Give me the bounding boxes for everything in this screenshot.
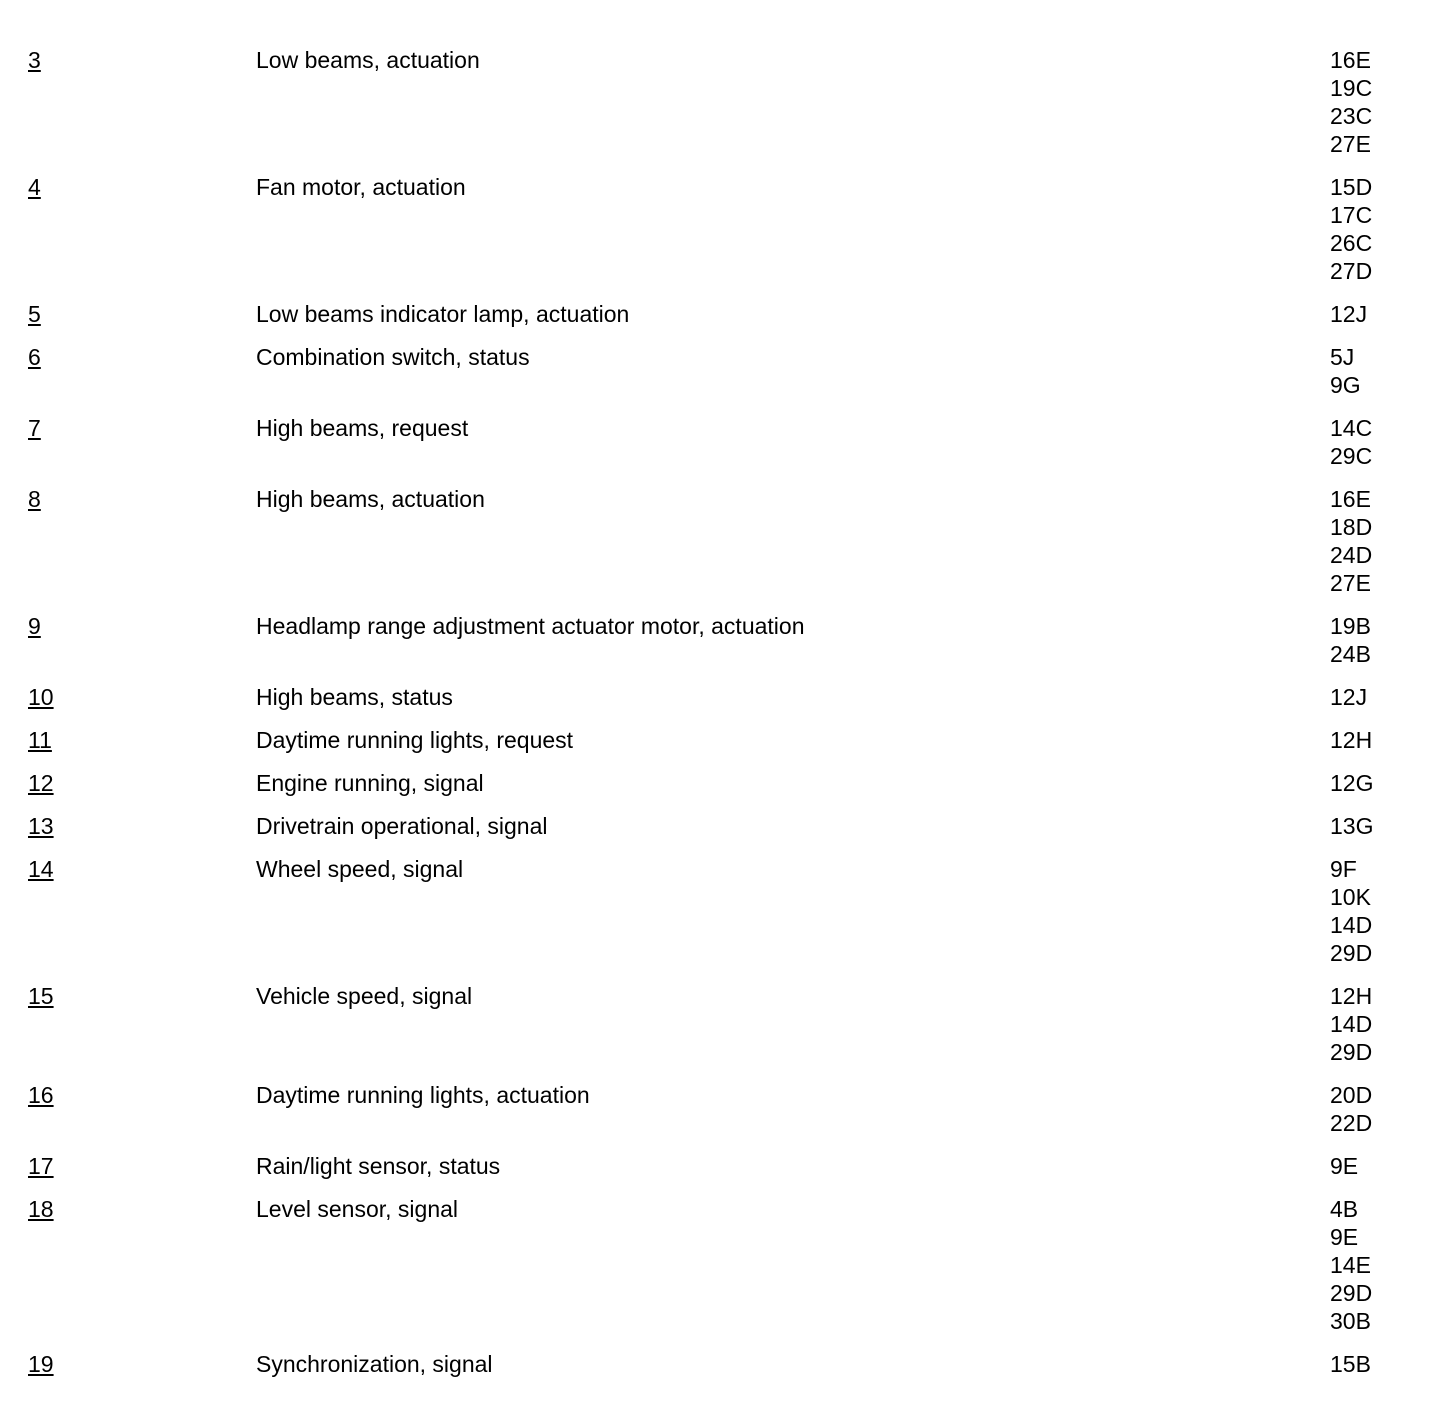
legend-description: Low beams indicator lamp, actuation xyxy=(256,301,630,327)
legend-number-link[interactable]: 5 xyxy=(28,301,41,327)
grid-reference: 29D xyxy=(1330,1280,1373,1306)
grid-reference: 12J xyxy=(1330,301,1368,327)
legend-description: Headlamp range adjustment actuator motor, actuation xyxy=(256,613,805,639)
legend-grid-references xyxy=(1330,300,1430,328)
grid-reference: 16E xyxy=(1330,486,1371,512)
legend-description: Level sensor, signal xyxy=(256,1196,459,1222)
legend-grid-references xyxy=(1330,1081,1430,1137)
legend-description: High beams, actuation xyxy=(256,486,485,512)
grid-reference: 29C xyxy=(1330,443,1373,469)
legend-grid-references xyxy=(1330,343,1430,399)
legend-number-link[interactable]: 16 xyxy=(28,1082,54,1108)
grid-reference: 27E xyxy=(1330,131,1371,157)
grid-reference: 14E xyxy=(1330,1252,1371,1278)
legend-grid-references xyxy=(1330,683,1430,711)
grid-reference: 14D xyxy=(1330,1011,1373,1037)
legend-grid-references xyxy=(1330,1350,1430,1378)
legend-number-cell xyxy=(0,343,256,371)
legend-row xyxy=(0,612,1456,668)
legend-number-cell xyxy=(0,683,256,711)
legend-row xyxy=(0,1152,1456,1180)
grid-reference: 12H xyxy=(1330,727,1373,753)
legend-grid-references xyxy=(1330,769,1430,797)
legend-number-link[interactable]: 4 xyxy=(28,174,41,200)
grid-reference: 16E xyxy=(1330,47,1371,73)
legend-grid-references xyxy=(1330,982,1430,1066)
legend-description: High beams, status xyxy=(256,684,453,710)
legend-number-link[interactable]: 19 xyxy=(28,1351,54,1377)
legend-row xyxy=(0,1081,1456,1137)
legend-description: Daytime running lights, actuation xyxy=(256,1082,590,1108)
legend-grid-references xyxy=(1330,414,1430,470)
legend-number-link[interactable]: 3 xyxy=(28,47,41,73)
legend-number-link[interactable]: 10 xyxy=(28,684,54,710)
grid-reference: 30B xyxy=(1330,1308,1371,1334)
legend-row xyxy=(0,343,1456,399)
legend-description: Low beams, actuation xyxy=(256,47,480,73)
legend-number-cell xyxy=(0,982,256,1010)
grid-reference: 5J xyxy=(1330,344,1355,370)
grid-reference: 22D xyxy=(1330,1110,1373,1136)
legend-grid-references xyxy=(1330,46,1430,158)
grid-reference: 14D xyxy=(1330,912,1373,938)
legend-number-cell xyxy=(0,769,256,797)
legend-row xyxy=(0,485,1456,597)
legend-grid-references xyxy=(1330,1195,1430,1335)
legend-number-cell xyxy=(0,1081,256,1109)
grid-reference: 10K xyxy=(1330,884,1371,910)
grid-reference: 24B xyxy=(1330,641,1371,667)
legend-grid-references xyxy=(1330,485,1430,597)
legend-row xyxy=(0,1195,1456,1335)
grid-reference: 9G xyxy=(1330,372,1361,398)
legend-number-cell xyxy=(0,46,256,74)
legend-description: Synchronization, signal xyxy=(256,1351,493,1377)
legend-description: Engine running, signal xyxy=(256,770,484,796)
legend-number-cell xyxy=(0,612,256,640)
legend-number-link[interactable]: 11 xyxy=(28,727,52,753)
legend-description: Daytime running lights, request xyxy=(256,727,574,753)
legend-number-link[interactable]: 6 xyxy=(28,344,41,370)
grid-reference: 29D xyxy=(1330,940,1373,966)
legend-row xyxy=(0,414,1456,470)
legend-row xyxy=(0,855,1456,967)
legend-number-link[interactable]: 7 xyxy=(28,415,41,441)
legend-number-link[interactable]: 17 xyxy=(28,1153,54,1179)
legend-grid-references xyxy=(1330,612,1430,668)
legend-row xyxy=(0,726,1456,754)
grid-reference: 15D xyxy=(1330,174,1373,200)
legend-row xyxy=(0,300,1456,328)
legend-row xyxy=(0,173,1456,285)
legend-number-link[interactable]: 12 xyxy=(28,770,54,796)
grid-reference: 9F xyxy=(1330,856,1357,882)
grid-reference: 9E xyxy=(1330,1224,1359,1250)
legend-number-link[interactable]: 9 xyxy=(28,613,41,639)
grid-reference: 26C xyxy=(1330,230,1373,256)
legend-grid-references xyxy=(1330,812,1430,840)
grid-reference: 24D xyxy=(1330,542,1373,568)
grid-reference: 9E xyxy=(1330,1153,1359,1179)
legend-description: Combination switch, status xyxy=(256,344,530,370)
grid-reference: 12H xyxy=(1330,983,1373,1009)
grid-reference: 15B xyxy=(1330,1351,1371,1377)
grid-reference: 12J xyxy=(1330,684,1368,710)
grid-reference: 19B xyxy=(1330,613,1371,639)
legend-description: High beams, request xyxy=(256,415,469,441)
grid-reference: 29D xyxy=(1330,1039,1373,1065)
grid-reference: 18D xyxy=(1330,514,1373,540)
legend-row xyxy=(0,982,1456,1066)
legend-number-link[interactable]: 15 xyxy=(28,983,54,1009)
legend-row xyxy=(0,46,1456,158)
legend-description: Rain/light sensor, status xyxy=(256,1153,501,1179)
grid-reference: 14C xyxy=(1330,415,1373,441)
legend-number-cell xyxy=(0,173,256,201)
legend-number-link[interactable]: 8 xyxy=(28,486,41,512)
grid-reference: 23C xyxy=(1330,103,1373,129)
grid-reference: 20D xyxy=(1330,1082,1373,1108)
grid-reference: 17C xyxy=(1330,202,1373,228)
legend-row xyxy=(0,812,1456,840)
legend-number-link[interactable]: 14 xyxy=(28,856,54,882)
grid-reference: 27E xyxy=(1330,570,1371,596)
legend-grid-references xyxy=(1330,1152,1430,1180)
legend-description: Drivetrain operational, signal xyxy=(256,813,548,839)
legend-number-cell xyxy=(0,300,256,328)
legend-number-cell xyxy=(0,726,256,754)
grid-reference: 13G xyxy=(1330,813,1374,839)
legend-description: Fan motor, actuation xyxy=(256,174,466,200)
legend-description: Vehicle speed, signal xyxy=(256,983,473,1009)
legend-row xyxy=(0,1350,1456,1378)
grid-reference: 27D xyxy=(1330,258,1373,284)
legend-number-cell xyxy=(0,812,256,840)
legend-grid-references xyxy=(1330,726,1430,754)
legend-number-cell xyxy=(0,855,256,883)
legend-grid-references xyxy=(1330,173,1430,285)
legend-grid-references xyxy=(1330,855,1430,967)
legend-number-cell xyxy=(0,485,256,513)
legend-row xyxy=(0,769,1456,797)
grid-reference: 4B xyxy=(1330,1196,1359,1222)
legend-description: Wheel speed, signal xyxy=(256,856,464,882)
grid-reference: 12G xyxy=(1330,770,1374,796)
legend-number-cell xyxy=(0,1350,256,1378)
legend-number-cell xyxy=(0,1152,256,1180)
legend-row xyxy=(0,683,1456,711)
grid-reference: 19C xyxy=(1330,75,1373,101)
legend-number-link[interactable]: 13 xyxy=(28,813,54,839)
legend-number-link[interactable]: 18 xyxy=(28,1196,54,1222)
legend-number-cell xyxy=(0,1195,256,1223)
legend-number-cell xyxy=(0,414,256,442)
